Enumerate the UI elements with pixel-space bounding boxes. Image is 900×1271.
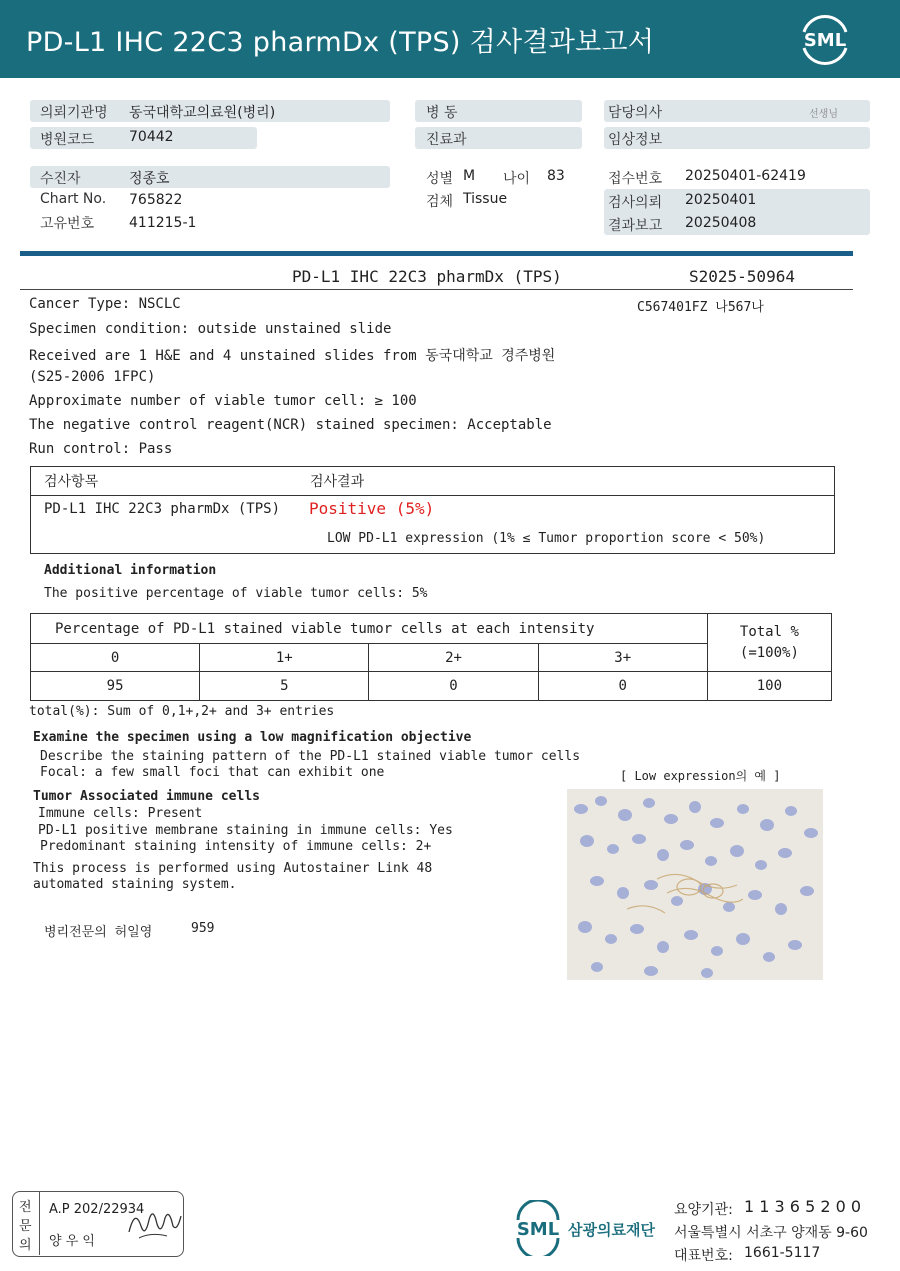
intensity-header: Percentage of PD-L1 stained viable tumor cells at each intensity: [31, 614, 708, 644]
pathologist-id: 959: [191, 921, 215, 936]
col-item-header: 검사항목: [44, 474, 99, 490]
received-line: Received are 1 H&E and 4 unstained slides from 동국대학교 경주병원: [29, 348, 556, 364]
level-1: 1+: [200, 644, 369, 672]
receipt-value: 20250401-62419: [685, 168, 806, 184]
specialist-stamp: [12, 1191, 184, 1257]
doctor-label: 담당의사: [608, 105, 663, 121]
hospital-code-value: 70442: [129, 129, 174, 145]
chart-value: 765822: [129, 192, 183, 208]
value-0: 95: [31, 672, 200, 701]
immune-heading: Tumor Associated immune cells: [33, 789, 260, 804]
org-name: 삼광의료재단: [568, 1221, 655, 1239]
signature-icon: [125, 1202, 183, 1246]
total-header: [707, 614, 831, 672]
patient-field: [30, 166, 390, 188]
pathologist-name: 병리전문의 허일영: [44, 925, 153, 940]
test-item: PD-L1 IHC 22C3 pharmDx (TPS): [44, 501, 281, 517]
age-value: 83: [547, 168, 565, 184]
patient-label: 수진자: [40, 171, 81, 187]
run-control-line: Run control: Pass: [29, 441, 173, 457]
ward-label: 병 동: [426, 105, 458, 121]
examine-line2: Focal: a few small foci that can exhibit one: [40, 765, 385, 780]
stamp-doctor-name: 양 우 익: [49, 1234, 95, 1249]
sex-label: 성별: [426, 171, 454, 187]
sex-value: M: [463, 168, 476, 184]
stamp-vertical-1: 전: [19, 1200, 32, 1215]
sml-footer-logo-icon: [512, 1200, 564, 1256]
patient-value: 정종호: [129, 171, 170, 187]
cancer-type-line: Cancer Type: NSCLC: [29, 296, 181, 312]
block-id: C567401FZ 나567나: [637, 300, 764, 315]
viable-cell-line: Approximate number of viable tumor cell: ≥ 100: [29, 393, 417, 409]
value-1: 5: [200, 672, 369, 701]
report-subtitle: PD-L1 IHC 22C3 pharmDx (TPS): [292, 267, 562, 286]
request-value: 20250401: [685, 192, 757, 208]
additional-heading: Additional information: [44, 563, 217, 578]
report-title: PD-L1 IHC 22C3 pharmDx (TPS) 검사결과보고서: [26, 27, 655, 58]
sml-logo-icon: [796, 12, 854, 66]
additional-text: The positive percentage of viable tumor cells: 5%: [44, 586, 428, 601]
immune-line1: Immune cells: Present: [38, 806, 203, 821]
examine-heading: Examine the specimen using a low magnification objective: [33, 730, 472, 745]
immune-line2: PD-L1 positive membrane staining in immune cells: Yes: [38, 823, 453, 838]
stamp-vertical-3: 의: [19, 1238, 32, 1253]
hospital-code-label: 병원코드: [40, 132, 95, 148]
report-date-value: 20250408: [685, 215, 757, 231]
intensity-footnote: total(%): Sum of 0,1+,2+ and 3+ entries: [29, 704, 335, 719]
total-header-line2: (=100%): [739, 644, 799, 661]
total-value: 100: [707, 672, 831, 701]
slide-id-line: (S25-2006 1FPC): [29, 369, 156, 385]
report-header: [0, 0, 900, 78]
sml-logo-text: SML: [803, 30, 847, 51]
department-label: 진료과: [426, 132, 467, 148]
code-value: 1 1 3 6 5 2 0 0: [744, 1197, 862, 1216]
test-result: Positive (5%): [309, 499, 435, 518]
institution-label: 의뢰기관명: [40, 105, 108, 121]
age-label: 나이: [503, 171, 531, 187]
specimen-condition-line: Specimen condition: outside unstained slide: [29, 321, 392, 337]
stamp-ap-number: A.P 202/22934: [49, 1202, 145, 1217]
stamp-divider: [39, 1192, 40, 1255]
col-result-header: 검사결과: [310, 474, 365, 490]
total-header-line1: Total %: [739, 623, 799, 640]
micrograph-image: [567, 789, 823, 980]
level-0: 0: [31, 644, 200, 672]
specimen-value: Tissue: [463, 191, 508, 207]
phone-value: 1661-5117: [744, 1245, 821, 1261]
case-number: S2025-50964: [689, 267, 795, 286]
result-table-header-rule: [31, 495, 834, 496]
footer-logo-text: SML: [516, 1219, 560, 1240]
examine-line1: Describe the staining pattern of the PD-L1 stained viable tumor cells: [40, 749, 581, 764]
value-2: 0: [369, 672, 538, 701]
example-caption: [ Low expression의 예 ]: [620, 769, 781, 783]
expression-text: LOW PD-L1 expression (1% ≤ Tumor proportion score < 50%): [327, 531, 766, 546]
request-label: 검사의뢰: [608, 195, 663, 211]
process-line2: automated staining system.: [33, 877, 237, 892]
clinical-label: 임상정보: [608, 132, 663, 148]
address: 서울특별시 서초구 양재동 9-60: [674, 1225, 868, 1241]
ncr-line: The negative control reagent(NCR) stained specimen: Acceptable: [29, 417, 552, 433]
immune-line3: Predominant staining intensity of immune cells: 2+: [40, 839, 432, 854]
stamp-vertical-2: 문: [19, 1219, 32, 1234]
unique-label: 고유번호: [40, 216, 95, 232]
specimen-label: 검체: [426, 194, 454, 210]
doctor-suffix: 선생님: [809, 109, 838, 120]
phone-label: 대표번호:: [674, 1248, 733, 1264]
receipt-label: 접수번호: [608, 171, 663, 187]
intensity-table: [30, 613, 832, 701]
unique-value: 411215-1: [129, 215, 197, 231]
subtitle-divider: [20, 289, 853, 290]
code-label: 요양기관:: [674, 1202, 733, 1218]
section-divider: [20, 251, 853, 256]
process-line1: This process is performed using Autostainer Link 48: [33, 861, 433, 876]
chart-label: Chart No.: [40, 191, 107, 207]
level-2: 2+: [369, 644, 538, 672]
level-3: 3+: [538, 644, 707, 672]
low-expression-micrograph: [567, 789, 823, 980]
value-3: 0: [538, 672, 707, 701]
institution-value: 동국대학교의료원(병리): [129, 105, 276, 121]
report-date-label: 결과보고: [608, 218, 663, 234]
